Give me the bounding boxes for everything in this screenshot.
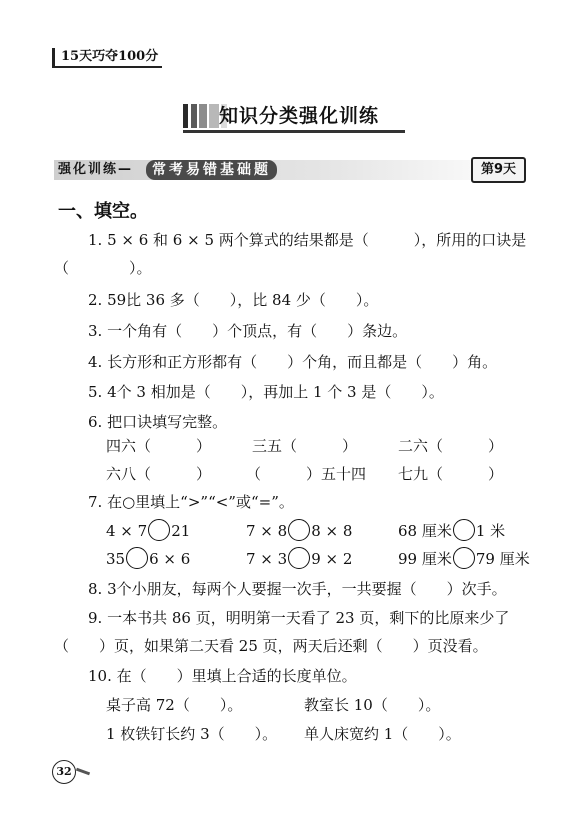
- q10-item: 单人床宽约 1（ ）。: [304, 725, 461, 743]
- compare-circle-icon[interactable]: [288, 547, 310, 569]
- q7-right: 1 米: [475, 522, 506, 540]
- q7-left: 35: [106, 550, 126, 568]
- question-4: 4. 长方形和正方形都有（ ）个角，而且都是（ ）角。: [88, 353, 498, 371]
- strip-label: 强化训练—: [58, 162, 134, 177]
- q7-right: 6 × 6: [149, 550, 191, 568]
- q7-right: 8 × 8: [311, 522, 353, 540]
- q10-item: 桌子高 72（ ）。: [106, 696, 243, 714]
- q7-compare: [398, 547, 530, 569]
- day-badge: 第9天: [471, 157, 526, 183]
- question-7: 7. 在○里填上“>”“<”或“=”。: [88, 493, 294, 511]
- section-title: 一、填空。: [58, 201, 148, 222]
- magnifier-handle-icon: [76, 768, 90, 776]
- question-6: 6. 把口诀填写完整。: [88, 413, 228, 431]
- banner-title: 知识分类强化训练: [219, 105, 380, 127]
- question-2: 2. 59比 36 多（ ），比 84 少（ ）。: [88, 291, 379, 309]
- q6-item: 四六（ ）: [106, 437, 212, 455]
- q7-left: 68 厘米: [398, 522, 452, 540]
- compare-circle-icon[interactable]: [453, 547, 475, 569]
- compare-circle-icon[interactable]: [453, 519, 475, 541]
- question-9: 9. 一本书共 86 页，明明第一天看了 23 页，剩下的比原来少了: [88, 609, 510, 627]
- q7-left: 4 × 7: [106, 522, 148, 540]
- question-3: 3. 一个角有（ ）个顶点，有（ ）条边。: [88, 322, 408, 340]
- q10-item: 1 枚铁钉长约 3（ ）。: [106, 725, 278, 743]
- q7-compare: [246, 547, 352, 569]
- compare-circle-icon[interactable]: [126, 547, 148, 569]
- strip-topic: 常考易错基础题: [146, 160, 277, 180]
- q6-item: 六八（ ）: [106, 465, 212, 483]
- q7-compare: [106, 519, 190, 541]
- sub-header-strip: [54, 160, 526, 180]
- question-10: 10. 在（ ）里填上合适的长度单位。: [88, 667, 357, 685]
- q6-item: 七九（ ）: [398, 465, 504, 483]
- question-5: 5. 4个 3 相加是（ ），再加上 1 个 3 是（ ）。: [88, 383, 444, 401]
- q7-compare: [106, 547, 190, 569]
- q7-compare: [398, 519, 505, 541]
- compare-circle-icon[interactable]: [148, 519, 170, 541]
- q7-right: 21: [171, 522, 191, 540]
- q7-right: 9 × 2: [311, 550, 353, 568]
- compare-circle-icon[interactable]: [288, 519, 310, 541]
- question-1-cont: （ ）。: [54, 259, 152, 277]
- question-1: 1. 5 × 6 和 6 × 5 两个算式的结果都是（ ），所用的口诀是: [88, 231, 527, 249]
- page-number: 32: [52, 760, 76, 784]
- q7-left: 7 × 3: [246, 550, 288, 568]
- q6-item: 二六（ ）: [398, 437, 504, 455]
- question-8: 8. 3个小朋友，每两个人要握一次手，一共要握（ ）次手。: [88, 580, 507, 598]
- question-9-cont: （ ）页，如果第二天看 25 页，两天后还剩（ ）页没看。: [54, 637, 488, 655]
- section-banner: [183, 102, 405, 133]
- series-tag: 15天巧夺100分: [52, 48, 162, 68]
- q10-item: 教室长 10（ ）。: [304, 696, 441, 714]
- q7-left: 99 厘米: [398, 550, 452, 568]
- q7-compare: [246, 519, 352, 541]
- q6-item: （ ）五十四: [246, 465, 367, 483]
- q6-item: 三五（ ）: [252, 437, 358, 455]
- q7-left: 7 × 8: [246, 522, 288, 540]
- q7-right: 79 厘米: [475, 550, 530, 568]
